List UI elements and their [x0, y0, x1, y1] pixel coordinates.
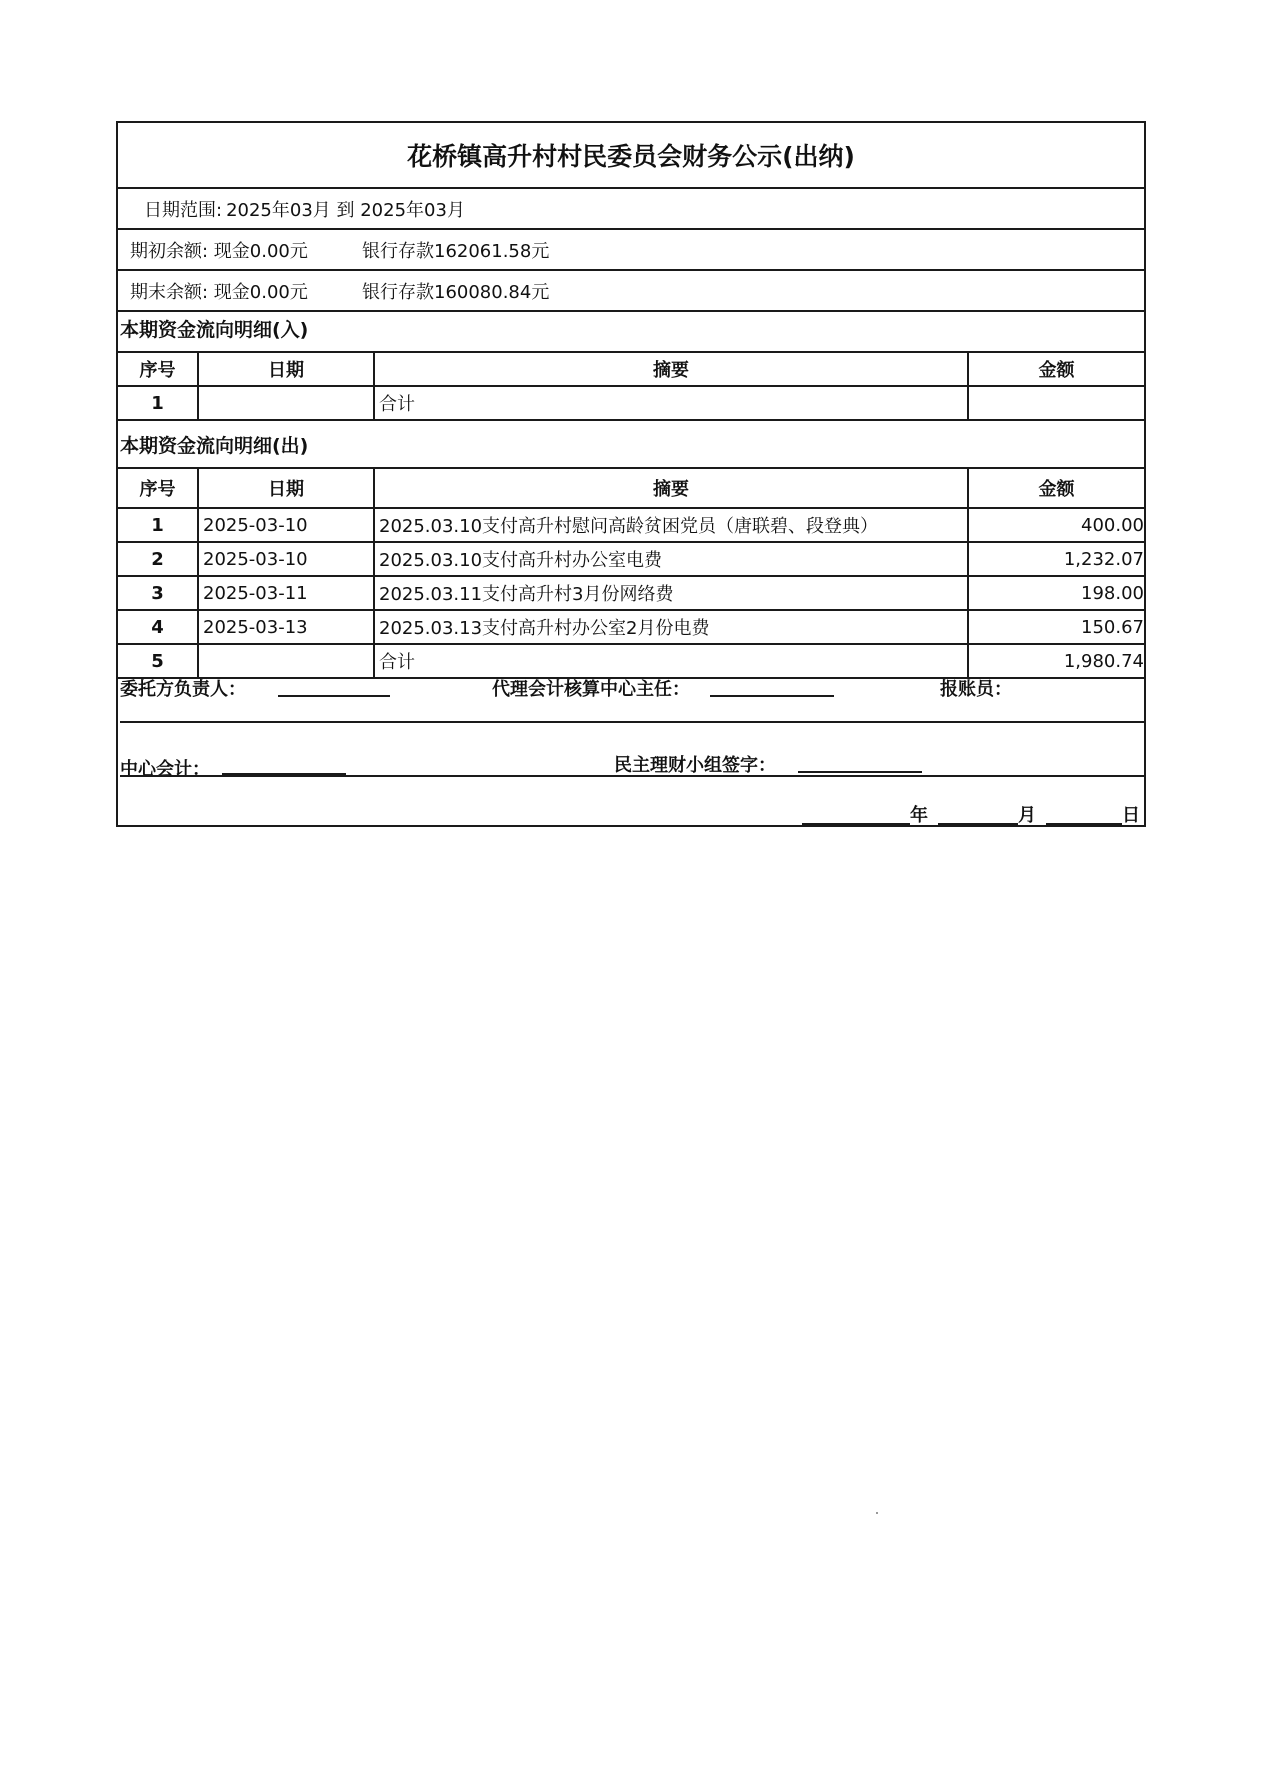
expense-seq: 4	[118, 610, 198, 644]
expense-summary: 2025.03.10支付高升村慰问高龄贫困党员（唐联碧、段登典）	[374, 508, 968, 542]
income-seq: 1	[118, 386, 198, 420]
income-table	[118, 351, 1144, 421]
income-summary: 合计	[374, 386, 968, 420]
table-row	[118, 576, 1144, 610]
expense-table	[118, 467, 1144, 679]
expense-amount: 198.00	[968, 576, 1144, 610]
expense-date: 2025-03-10	[198, 508, 374, 542]
expense-date: 2025-03-13	[198, 610, 374, 644]
agency-director-signature-line	[710, 695, 834, 697]
opening-balance-row	[118, 230, 1144, 271]
date-range-value: 2025年03月 到 2025年03月	[226, 200, 465, 221]
day-line	[1046, 823, 1122, 825]
financial-disclosure-sheet	[116, 121, 1146, 827]
bookkeeper-label: 报账员：	[940, 679, 1012, 700]
date-range-label: 日期范围:	[144, 200, 223, 221]
expense-seq: 3	[118, 576, 198, 610]
expense-summary: 合计	[374, 644, 968, 678]
separator-line	[120, 721, 1144, 723]
income-header-seq: 序号	[118, 352, 198, 386]
table-row	[118, 644, 1144, 678]
expense-section-title: 本期资金流向明细(出)	[120, 435, 309, 457]
year-line	[802, 823, 910, 825]
expense-seq: 5	[118, 644, 198, 678]
expense-seq: 2	[118, 542, 198, 576]
expense-header-date: 日期	[198, 468, 374, 508]
separator-line	[120, 775, 1144, 777]
expense-header-row	[118, 468, 1144, 508]
table-row	[118, 386, 1144, 420]
income-header-row	[118, 352, 1144, 386]
expense-amount: 150.67	[968, 610, 1144, 644]
expense-summary: 2025.03.11支付高升村3月份网络费	[374, 576, 968, 610]
expense-amount: 1,980.74	[968, 644, 1144, 678]
table-row	[118, 508, 1144, 542]
scan-speck	[876, 1512, 878, 1514]
expense-summary: 2025.03.13支付高升村办公室2月份电费	[374, 610, 968, 644]
closing-balance-bank: 银行存款160080.84元	[362, 282, 550, 303]
expense-seq: 1	[118, 508, 198, 542]
finance-group-signature-line	[798, 771, 922, 773]
year-label: 年	[910, 805, 928, 826]
expense-date: 2025-03-11	[198, 576, 374, 610]
expense-header-summary: 摘要	[374, 468, 968, 508]
income-header-date: 日期	[198, 352, 374, 386]
document-title: 花桥镇高升村村民委员会财务公示(出纳)	[118, 123, 1144, 189]
client-head-label: 委托方负责人：	[120, 679, 246, 700]
closing-balance-row	[118, 271, 1144, 312]
income-section-title: 本期资金流向明细(入)	[120, 319, 309, 341]
closing-balance-cash: 期末余额: 现金0.00元	[130, 282, 308, 303]
income-date	[198, 386, 374, 420]
finance-group-label: 民主理财小组签字：	[614, 755, 776, 776]
opening-balance-cash: 期初余额: 现金0.00元	[130, 241, 308, 262]
month-line	[938, 823, 1018, 825]
expense-amount: 400.00	[968, 508, 1144, 542]
table-row	[118, 610, 1144, 644]
expense-date: 2025-03-10	[198, 542, 374, 576]
month-label: 月	[1018, 805, 1036, 826]
income-header-amount: 金额	[968, 352, 1144, 386]
income-header-summary: 摘要	[374, 352, 968, 386]
center-accountant-label: 中心会计：	[120, 759, 210, 780]
income-amount	[968, 386, 1144, 420]
expense-summary: 2025.03.10支付高升村办公室电费	[374, 542, 968, 576]
agency-director-label: 代理会计核算中心主任：	[492, 679, 690, 700]
expense-date	[198, 644, 374, 678]
expense-header-amount: 金额	[968, 468, 1144, 508]
expense-header-seq: 序号	[118, 468, 198, 508]
table-row	[118, 542, 1144, 576]
client-head-signature-line	[278, 695, 390, 697]
opening-balance-bank: 银行存款162061.58元	[362, 241, 550, 262]
date-range-row	[118, 189, 1144, 230]
expense-amount: 1,232.07	[968, 542, 1144, 576]
day-label: 日	[1122, 805, 1140, 826]
